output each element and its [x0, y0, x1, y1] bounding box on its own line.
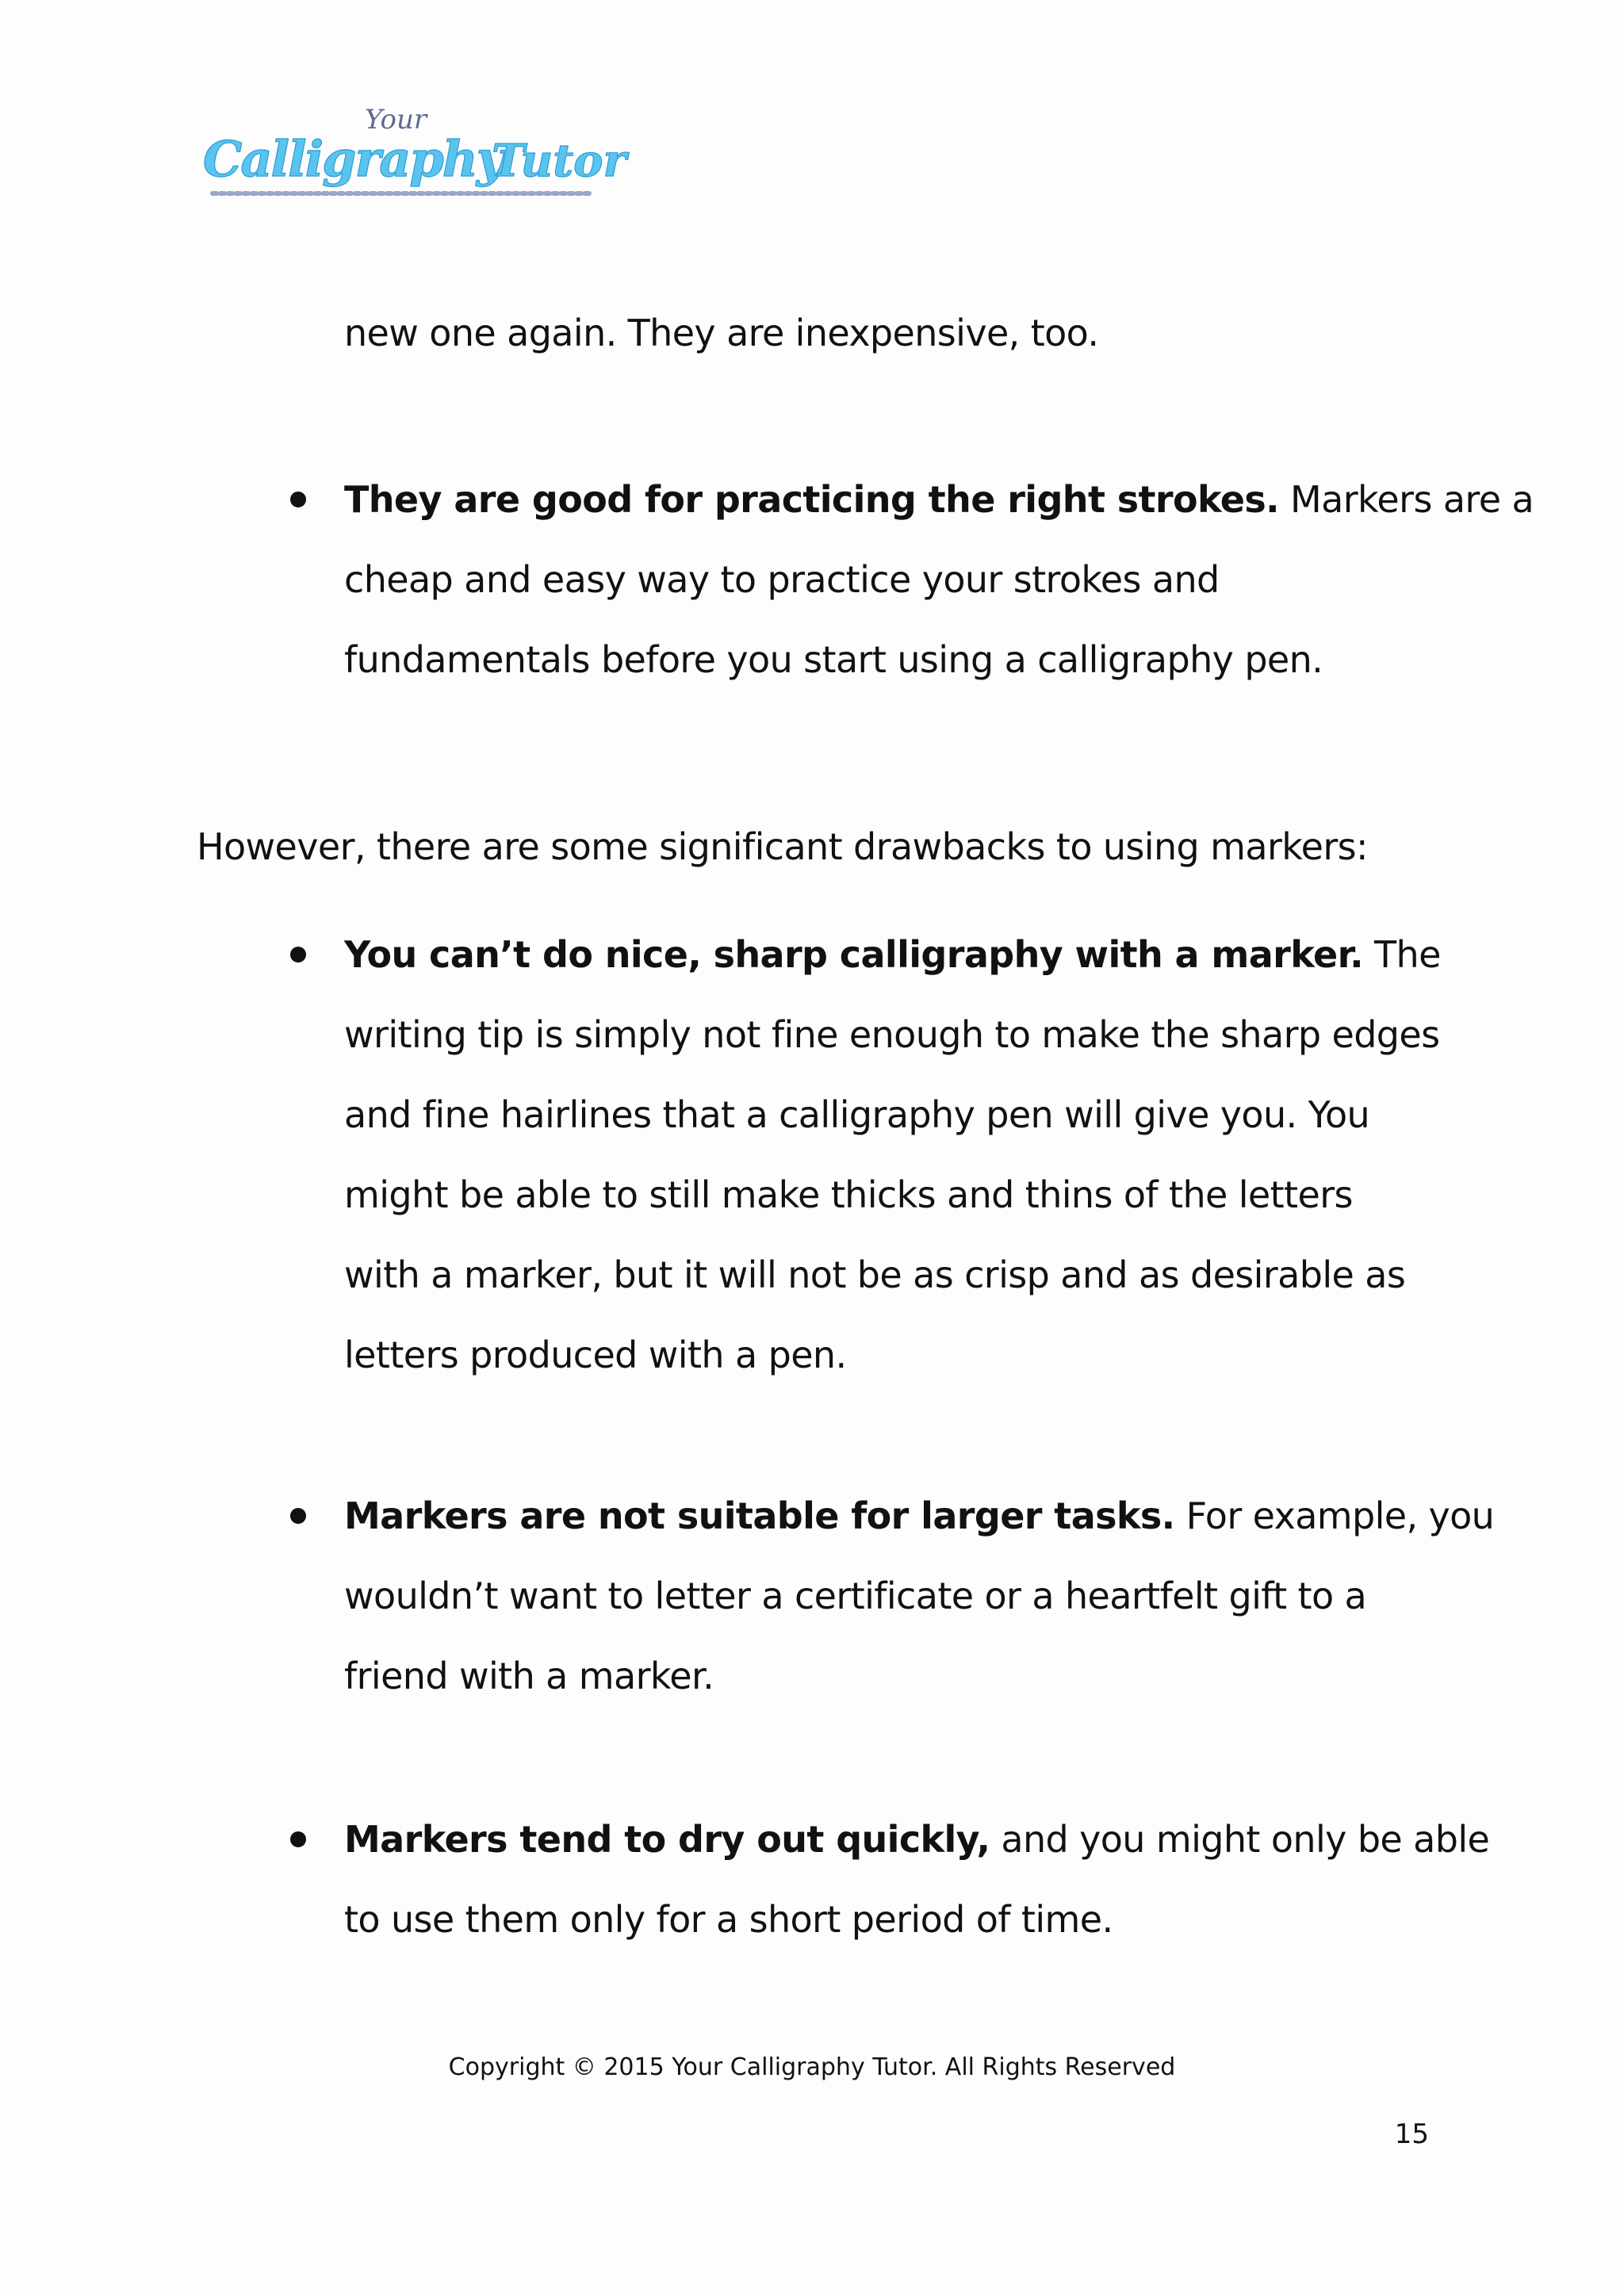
bullet-heading: Markers tend to dry out quickly,	[344, 1818, 990, 1861]
bullet-icon	[290, 947, 306, 962]
page-number: 15	[1394, 2118, 1429, 2150]
logo-graphic	[198, 95, 626, 214]
bullet-icon	[290, 1831, 306, 1847]
list-item-text: Markers tend to dry out quickly, and you might only be able to use them only for a short period of time.	[344, 1818, 1490, 1941]
bullet-heading: Markers are not suitable for larger tasks.	[344, 1494, 1175, 1537]
intro-paragraph: However, there are some significant drawbacks to using markers:	[197, 825, 1368, 868]
bullet-icon	[290, 1508, 306, 1524]
list-item-text: You can’t do nice, sharp calligraphy with a marker. The writing tip is simply not fine enough to make the sharp edges and fine hairlines that a calligraphy pen will give you. You might be able to still make thicks and thins of the letters with a marker, but it will not be as crisp and as desirable as letters produced with a pen.	[344, 933, 1441, 1376]
bullet-icon	[290, 492, 306, 507]
svg-text:Tutor: Tutor	[492, 135, 626, 187]
copyright-footer: Copyright © 2015 Your Calligraphy Tutor. All Rights Reserved	[448, 2053, 1176, 2081]
bullet-heading: You can’t do nice, sharp calligraphy with a marker.	[344, 933, 1364, 976]
svg-text:Calligraphy: Calligraphy	[203, 130, 504, 188]
list-item-text: Markers are not suitable for larger tasks. For example, you wouldn’t want to letter a certificate or a heartfelt gift to a friend with a marker.	[344, 1494, 1495, 1697]
logo	[198, 95, 626, 214]
bullet-heading: They are good for practicing the right strokes.	[344, 478, 1280, 521]
svg-text:Your: Your	[365, 104, 427, 136]
list-item-text: They are good for practicing the right strokes. Markers are a cheap and easy way to practice your strokes and fundamentals before you start using a calligraphy pen.	[344, 478, 1534, 681]
continuation-text: new one again. They are inexpensive, too.	[344, 312, 1099, 354]
